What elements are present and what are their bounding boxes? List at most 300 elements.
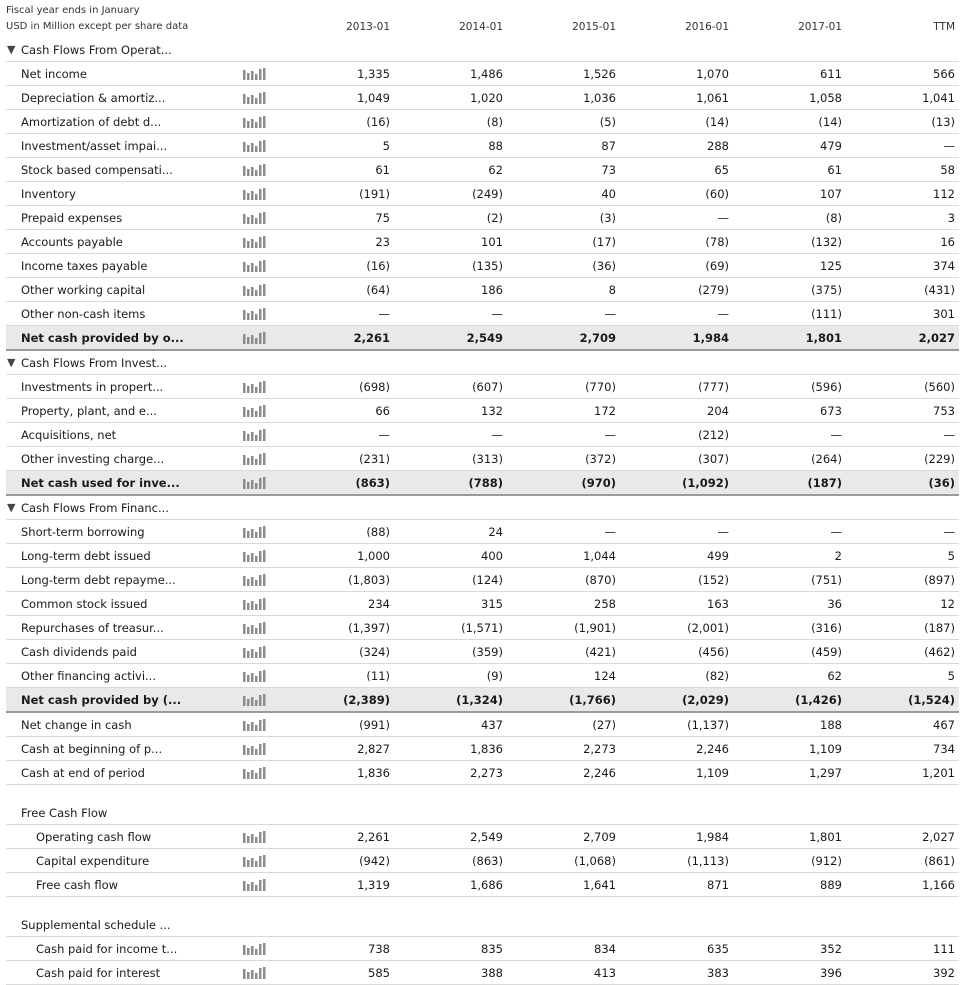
cell-value: 1,020 bbox=[470, 91, 503, 105]
cell-value: (3) bbox=[599, 211, 616, 225]
mini-bar-chart-icon[interactable] bbox=[243, 967, 267, 979]
cell-value: (788) bbox=[468, 476, 503, 490]
cell-value: (431) bbox=[924, 283, 955, 297]
cell-value: 3 bbox=[947, 211, 955, 225]
cell-value: 2,549 bbox=[466, 331, 503, 345]
row-label[interactable]: Investments in propert... bbox=[21, 380, 164, 394]
total-row bbox=[6, 688, 959, 713]
cell-value: (212) bbox=[698, 428, 729, 442]
row-label[interactable]: Net income bbox=[21, 67, 87, 81]
cell-value: 2,709 bbox=[579, 331, 616, 345]
column-header-4: 2017-01 bbox=[798, 21, 842, 33]
free-cash-flow-header bbox=[6, 801, 959, 825]
cell-value: (1,113) bbox=[687, 854, 729, 868]
table-row bbox=[6, 937, 959, 961]
cell-value: — bbox=[491, 307, 503, 321]
cell-value: 673 bbox=[820, 404, 842, 418]
cell-value: (27) bbox=[592, 718, 616, 732]
cell-value: (1,397) bbox=[348, 621, 390, 635]
cell-value: (560) bbox=[924, 380, 955, 394]
cell-value: (264) bbox=[811, 452, 842, 466]
mini-bar-chart-icon[interactable] bbox=[243, 381, 267, 393]
cell-value: (1,901) bbox=[574, 621, 616, 635]
row-label[interactable]: Cash paid for interest bbox=[36, 966, 161, 980]
cell-value: 65 bbox=[714, 163, 729, 177]
cell-value: (375) bbox=[811, 283, 842, 297]
cell-value: 2,261 bbox=[353, 331, 390, 345]
cell-value: (970) bbox=[581, 476, 616, 490]
section-header-2[interactable] bbox=[6, 496, 959, 520]
cell-value: — bbox=[830, 428, 842, 442]
cell-value: (456) bbox=[698, 645, 729, 659]
mini-bar-chart-icon[interactable] bbox=[243, 598, 267, 610]
cell-value: 188 bbox=[820, 718, 842, 732]
cell-value: (942) bbox=[359, 854, 390, 868]
row-label[interactable]: Other non-cash items bbox=[21, 307, 146, 321]
table-row bbox=[6, 62, 959, 86]
table-row bbox=[6, 544, 959, 568]
row-label[interactable]: Net cash provided by (... bbox=[21, 693, 182, 707]
cell-value: (1,324) bbox=[456, 693, 503, 707]
cell-value: (187) bbox=[924, 621, 955, 635]
cell-value: 734 bbox=[933, 742, 955, 756]
cell-value: (2) bbox=[486, 211, 503, 225]
row-label[interactable]: Net change in cash bbox=[21, 718, 132, 732]
section-header-1[interactable] bbox=[6, 351, 959, 375]
column-header-5: TTM bbox=[933, 21, 955, 33]
mini-bar-chart-icon[interactable] bbox=[243, 943, 267, 955]
mini-bar-chart-icon[interactable] bbox=[243, 405, 267, 417]
cell-value: (13) bbox=[931, 115, 955, 129]
row-label[interactable]: Income taxes payable bbox=[21, 259, 148, 273]
collapse-triangle-icon[interactable]: ▼ bbox=[7, 43, 16, 56]
supplemental-header bbox=[6, 913, 959, 937]
mini-bar-chart-icon[interactable] bbox=[243, 670, 267, 682]
section-header-0[interactable] bbox=[6, 38, 959, 62]
table-row bbox=[6, 134, 959, 158]
row-label[interactable]: Capital expenditure bbox=[36, 854, 150, 868]
cell-value: (897) bbox=[924, 573, 955, 587]
cell-value: (14) bbox=[818, 115, 842, 129]
cell-value: 101 bbox=[481, 235, 503, 249]
cell-value: 2,246 bbox=[696, 742, 729, 756]
row-label[interactable]: Cash paid for income t... bbox=[36, 942, 178, 956]
cell-value: — bbox=[943, 428, 955, 442]
row-label[interactable]: Acquisitions, net bbox=[21, 428, 117, 442]
mini-bar-chart-icon[interactable] bbox=[243, 116, 267, 128]
cell-value: 392 bbox=[933, 966, 955, 980]
cell-value: 2 bbox=[834, 549, 842, 563]
cell-value: — bbox=[943, 525, 955, 539]
mini-bar-chart-icon[interactable] bbox=[243, 188, 267, 200]
cell-value: 111 bbox=[933, 942, 955, 956]
cell-value: (1,803) bbox=[348, 573, 390, 587]
mini-bar-chart-icon[interactable] bbox=[243, 453, 267, 465]
row-label[interactable]: Repurchases of treasur... bbox=[21, 621, 164, 635]
cell-value: (307) bbox=[698, 452, 729, 466]
cell-value: (2,029) bbox=[682, 693, 729, 707]
row-label[interactable]: Other investing charge... bbox=[21, 452, 165, 466]
cell-value: (1,092) bbox=[682, 476, 729, 490]
cell-value: 107 bbox=[820, 187, 842, 201]
row-label[interactable]: Net cash used for inve... bbox=[21, 476, 180, 490]
cell-value: (8) bbox=[825, 211, 842, 225]
table-row bbox=[6, 849, 959, 873]
table-row bbox=[6, 873, 959, 897]
cell-value: (2,389) bbox=[343, 693, 390, 707]
mini-bar-chart-icon[interactable] bbox=[243, 140, 267, 152]
column-header-1: 2014-01 bbox=[459, 21, 503, 33]
mini-bar-chart-icon[interactable] bbox=[243, 831, 267, 843]
table-row bbox=[6, 86, 959, 110]
cell-value: 125 bbox=[820, 259, 842, 273]
mini-bar-chart-icon[interactable] bbox=[243, 236, 267, 248]
cell-value: (88) bbox=[366, 525, 390, 539]
cell-value: 352 bbox=[820, 942, 842, 956]
mini-bar-chart-icon[interactable] bbox=[243, 574, 267, 586]
cell-value: (17) bbox=[592, 235, 616, 249]
cell-value: 5 bbox=[947, 549, 955, 563]
mini-bar-chart-icon[interactable] bbox=[243, 694, 267, 706]
cell-value: 889 bbox=[820, 878, 842, 892]
cell-value: (69) bbox=[705, 259, 729, 273]
cell-value: (861) bbox=[924, 854, 955, 868]
cell-value: — bbox=[717, 307, 729, 321]
column-header-0: 2013-01 bbox=[346, 21, 390, 33]
row-label[interactable]: Stock based compensati... bbox=[21, 163, 173, 177]
cell-value: (111) bbox=[811, 307, 842, 321]
cell-value: 1,801 bbox=[809, 830, 842, 844]
cell-value: (462) bbox=[924, 645, 955, 659]
cell-value: 204 bbox=[707, 404, 729, 418]
row-label[interactable]: Depreciation & amortiz... bbox=[21, 91, 166, 105]
cell-value: 383 bbox=[707, 966, 729, 980]
cell-value: 5 bbox=[382, 139, 390, 153]
mini-bar-chart-icon[interactable] bbox=[243, 550, 267, 562]
cell-value: (596) bbox=[811, 380, 842, 394]
cell-value: 124 bbox=[594, 669, 616, 683]
cell-value: 753 bbox=[933, 404, 955, 418]
column-header-3: 2016-01 bbox=[685, 21, 729, 33]
cell-value: (135) bbox=[472, 259, 503, 273]
row-label[interactable]: Property, plant, and e... bbox=[21, 404, 157, 418]
table-row bbox=[6, 230, 959, 254]
cell-value: 611 bbox=[820, 67, 842, 81]
mini-bar-chart-icon[interactable] bbox=[243, 92, 267, 104]
cell-value: (359) bbox=[472, 645, 503, 659]
row-label[interactable]: Operating cash flow bbox=[36, 830, 152, 844]
cell-value: 2,027 bbox=[918, 331, 955, 345]
cell-value: — bbox=[943, 139, 955, 153]
cell-value: 1,526 bbox=[583, 67, 616, 81]
cell-value: (36) bbox=[592, 259, 616, 273]
cell-value: — bbox=[717, 211, 729, 225]
cell-value: 2,549 bbox=[470, 830, 503, 844]
cell-value: 871 bbox=[707, 878, 729, 892]
mini-bar-chart-icon[interactable] bbox=[243, 284, 267, 296]
mini-bar-chart-icon[interactable] bbox=[243, 743, 267, 755]
row-label[interactable]: Net cash provided by o... bbox=[21, 331, 184, 345]
cell-value: 1,984 bbox=[692, 331, 729, 345]
cell-value: 186 bbox=[481, 283, 503, 297]
cell-value: (1,426) bbox=[795, 693, 842, 707]
cell-value: (372) bbox=[585, 452, 616, 466]
cell-value: (421) bbox=[585, 645, 616, 659]
cell-value: (863) bbox=[355, 476, 390, 490]
collapse-triangle-icon[interactable]: ▼ bbox=[7, 501, 16, 514]
cell-value: (231) bbox=[359, 452, 390, 466]
cell-value: 301 bbox=[933, 307, 955, 321]
cell-value: — bbox=[830, 525, 842, 539]
row-label[interactable]: Free cash flow bbox=[36, 878, 119, 892]
cell-value: 2,827 bbox=[357, 742, 390, 756]
row-label[interactable]: Other financing activi... bbox=[21, 669, 156, 683]
cell-value: 12 bbox=[940, 597, 955, 611]
cell-value: (863) bbox=[472, 854, 503, 868]
cell-value: (607) bbox=[472, 380, 503, 394]
cell-value: (279) bbox=[698, 283, 729, 297]
total-row bbox=[6, 471, 959, 496]
cell-value: (991) bbox=[359, 718, 390, 732]
cell-value: 1,036 bbox=[583, 91, 616, 105]
cell-value: 234 bbox=[368, 597, 390, 611]
cell-value: 834 bbox=[594, 942, 616, 956]
cell-value: (60) bbox=[705, 187, 729, 201]
table-row bbox=[6, 568, 959, 592]
cell-value: 1,109 bbox=[809, 742, 842, 756]
cell-value: 315 bbox=[481, 597, 503, 611]
table-row bbox=[6, 640, 959, 664]
cell-value: 1,836 bbox=[470, 742, 503, 756]
table-row bbox=[6, 375, 959, 399]
cell-value: 2,273 bbox=[583, 742, 616, 756]
cell-value: 437 bbox=[481, 718, 503, 732]
cell-value: 40 bbox=[601, 187, 616, 201]
fiscal-year-note: Fiscal year ends in January bbox=[6, 5, 140, 16]
cell-value: 1,984 bbox=[696, 830, 729, 844]
cell-value: 2,261 bbox=[357, 830, 390, 844]
cell-value: (324) bbox=[359, 645, 390, 659]
cell-value: 738 bbox=[368, 942, 390, 956]
collapse-triangle-icon[interactable]: ▼ bbox=[7, 356, 16, 369]
mini-bar-chart-icon[interactable] bbox=[243, 879, 267, 891]
table-row bbox=[6, 825, 959, 849]
cell-value: 388 bbox=[481, 966, 503, 980]
cell-value: — bbox=[378, 307, 390, 321]
table-row bbox=[6, 182, 959, 206]
row-label[interactable]: Accounts payable bbox=[21, 235, 123, 249]
mini-bar-chart-icon[interactable] bbox=[243, 164, 267, 176]
cell-value: 1,297 bbox=[809, 766, 842, 780]
cell-value: — bbox=[604, 307, 616, 321]
cell-value: 61 bbox=[827, 163, 842, 177]
cell-value: 1,486 bbox=[470, 67, 503, 81]
cell-value: 1,166 bbox=[922, 878, 955, 892]
column-header-2: 2015-01 bbox=[572, 21, 616, 33]
section-title: Cash Flows From Financ... bbox=[21, 501, 169, 515]
cell-value: (229) bbox=[924, 452, 955, 466]
table-body bbox=[0, 38, 969, 985]
cell-value: 61 bbox=[375, 163, 390, 177]
group-title: Free Cash Flow bbox=[21, 806, 108, 820]
cell-value: (1,524) bbox=[908, 693, 955, 707]
cell-value: (1,571) bbox=[461, 621, 503, 635]
cell-value: (249) bbox=[472, 187, 503, 201]
cell-value: 88 bbox=[488, 139, 503, 153]
cell-value: 1,058 bbox=[809, 91, 842, 105]
cell-value: 2,709 bbox=[583, 830, 616, 844]
cell-value: (5) bbox=[599, 115, 616, 129]
row-label[interactable]: Inventory bbox=[21, 187, 76, 201]
total-row bbox=[6, 326, 959, 351]
table-row bbox=[6, 302, 959, 326]
cell-value: 1,201 bbox=[922, 766, 955, 780]
section-title: Cash Flows From Operat... bbox=[21, 43, 172, 57]
mini-bar-chart-icon[interactable] bbox=[243, 260, 267, 272]
row-label[interactable]: Other working capital bbox=[21, 283, 146, 297]
mini-bar-chart-icon[interactable] bbox=[243, 622, 267, 634]
mini-bar-chart-icon[interactable] bbox=[243, 212, 267, 224]
table-row bbox=[6, 761, 959, 785]
cell-value: 87 bbox=[601, 139, 616, 153]
row-label[interactable]: Cash dividends paid bbox=[21, 645, 137, 659]
table-row bbox=[6, 206, 959, 230]
cell-value: (14) bbox=[705, 115, 729, 129]
table-row bbox=[6, 961, 959, 985]
cell-value: (777) bbox=[698, 380, 729, 394]
mini-bar-chart-icon[interactable] bbox=[243, 332, 267, 344]
cell-value: 413 bbox=[594, 966, 616, 980]
cell-value: 1,000 bbox=[357, 549, 390, 563]
cell-value: 1,641 bbox=[583, 878, 616, 892]
cell-value: (316) bbox=[811, 621, 842, 635]
cell-value: — bbox=[604, 525, 616, 539]
cell-value: — bbox=[717, 525, 729, 539]
table-row bbox=[6, 399, 959, 423]
row-label[interactable]: Common stock issued bbox=[21, 597, 148, 611]
cell-value: 66 bbox=[375, 404, 390, 418]
row-label[interactable]: Amortization of debt d... bbox=[21, 115, 162, 129]
cell-value: 479 bbox=[820, 139, 842, 153]
cell-value: 62 bbox=[488, 163, 503, 177]
mini-bar-chart-icon[interactable] bbox=[243, 767, 267, 779]
cell-value: (8) bbox=[486, 115, 503, 129]
cell-value: 163 bbox=[707, 597, 729, 611]
cell-value: (152) bbox=[698, 573, 729, 587]
cell-value: 288 bbox=[707, 139, 729, 153]
row-label[interactable]: Cash at beginning of p... bbox=[21, 742, 163, 756]
mini-bar-chart-icon[interactable] bbox=[243, 526, 267, 538]
cell-value: 467 bbox=[933, 718, 955, 732]
cell-value: 396 bbox=[820, 966, 842, 980]
row-label[interactable]: Cash at end of period bbox=[21, 766, 145, 780]
mini-bar-chart-icon[interactable] bbox=[243, 477, 267, 489]
cell-value: 172 bbox=[594, 404, 616, 418]
cell-value: 58 bbox=[940, 163, 955, 177]
cell-value: (11) bbox=[366, 669, 390, 683]
spacer bbox=[6, 785, 959, 801]
cell-value: 835 bbox=[481, 942, 503, 956]
cell-value: 2,273 bbox=[470, 766, 503, 780]
row-label[interactable]: Investment/asset impai... bbox=[21, 139, 168, 153]
cell-value: (1,068) bbox=[574, 854, 616, 868]
cell-value: 1,041 bbox=[922, 91, 955, 105]
spacer bbox=[6, 897, 959, 913]
cell-value: — bbox=[491, 428, 503, 442]
cell-value: (124) bbox=[472, 573, 503, 587]
mini-bar-chart-icon[interactable] bbox=[243, 719, 267, 731]
row-label[interactable]: Prepaid expenses bbox=[21, 211, 123, 225]
cell-value: 1,319 bbox=[357, 878, 390, 892]
cell-value: 585 bbox=[368, 966, 390, 980]
mini-bar-chart-icon[interactable] bbox=[243, 855, 267, 867]
mini-bar-chart-icon[interactable] bbox=[243, 429, 267, 441]
cell-value: 16 bbox=[940, 235, 955, 249]
cell-value: 566 bbox=[933, 67, 955, 81]
cell-value: 2,246 bbox=[583, 766, 616, 780]
table-row bbox=[6, 423, 959, 447]
cell-value: 1,070 bbox=[696, 67, 729, 81]
cell-value: (78) bbox=[705, 235, 729, 249]
mini-bar-chart-icon[interactable] bbox=[243, 646, 267, 658]
cell-value: 374 bbox=[933, 259, 955, 273]
cell-value: 400 bbox=[481, 549, 503, 563]
cell-value: (82) bbox=[705, 669, 729, 683]
section-title: Cash Flows From Invest... bbox=[21, 356, 168, 370]
table-row bbox=[6, 254, 959, 278]
cell-value: (187) bbox=[807, 476, 842, 490]
cell-value: 1,686 bbox=[470, 878, 503, 892]
cell-value: 112 bbox=[933, 187, 955, 201]
cell-value: 5 bbox=[947, 669, 955, 683]
row-label[interactable]: Long-term debt issued bbox=[21, 549, 151, 563]
row-label[interactable]: Short-term borrowing bbox=[21, 525, 145, 539]
row-label[interactable]: Long-term debt repayme... bbox=[21, 573, 176, 587]
cell-value: 132 bbox=[481, 404, 503, 418]
table-row bbox=[6, 664, 959, 688]
cell-value: — bbox=[604, 428, 616, 442]
cell-value: 36 bbox=[827, 597, 842, 611]
cell-value: 24 bbox=[488, 525, 503, 539]
cell-value: 1,836 bbox=[357, 766, 390, 780]
cell-value: (770) bbox=[585, 380, 616, 394]
cell-value: (64) bbox=[366, 283, 390, 297]
cell-value: (2,001) bbox=[687, 621, 729, 635]
cell-value: 8 bbox=[608, 283, 616, 297]
cell-value: (912) bbox=[811, 854, 842, 868]
cell-value: (16) bbox=[366, 259, 390, 273]
table-header bbox=[0, 0, 969, 38]
cell-value: (1,137) bbox=[687, 718, 729, 732]
cell-value: (313) bbox=[472, 452, 503, 466]
cell-value: 62 bbox=[827, 669, 842, 683]
cell-value: (751) bbox=[811, 573, 842, 587]
mini-bar-chart-icon[interactable] bbox=[243, 68, 267, 80]
table-row bbox=[6, 158, 959, 182]
cell-value: (870) bbox=[585, 573, 616, 587]
table-row bbox=[6, 737, 959, 761]
cell-value: 75 bbox=[375, 211, 390, 225]
cell-value: 499 bbox=[707, 549, 729, 563]
table-row bbox=[6, 278, 959, 302]
cell-value: (9) bbox=[486, 669, 503, 683]
cell-value: (16) bbox=[366, 115, 390, 129]
mini-bar-chart-icon[interactable] bbox=[243, 308, 267, 320]
cell-value: (132) bbox=[811, 235, 842, 249]
cell-value: (36) bbox=[928, 476, 955, 490]
units-note: USD in Million except per share data bbox=[6, 21, 189, 32]
table-row bbox=[6, 110, 959, 134]
